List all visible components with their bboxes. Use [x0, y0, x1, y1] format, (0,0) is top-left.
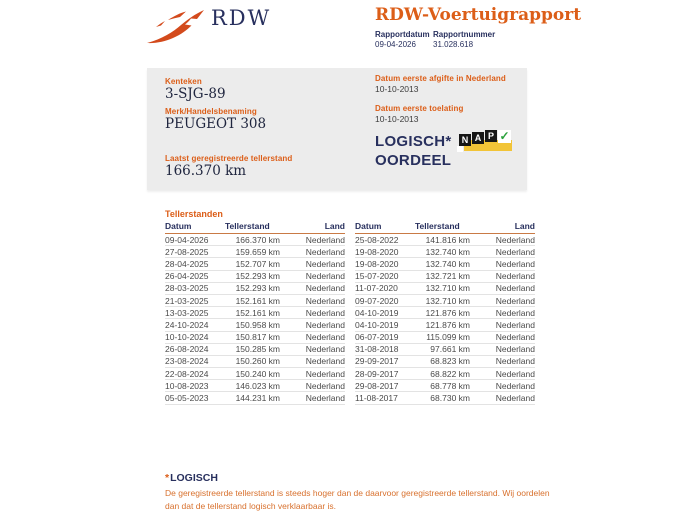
kenteken-value: 3-SJG-89 [165, 86, 226, 102]
row-tellerstand: 152.293 km [235, 271, 280, 282]
nap-letter-n: N [459, 134, 471, 146]
row-datum: 22-08-2024 [165, 368, 209, 379]
row-tellerstand: 150.285 km [235, 344, 280, 355]
row-tellerstand: 68.822 km [430, 368, 470, 379]
row-land: Nederland [305, 344, 345, 355]
row-tellerstand: 150.958 km [235, 319, 280, 330]
nap-white-chip [457, 146, 463, 152]
row-land: Nederland [495, 332, 535, 343]
row-tellerstand: 68.778 km [430, 380, 470, 391]
table-row [355, 344, 535, 356]
row-land: Nederland [495, 271, 535, 282]
row-datum: 06-07-2019 [355, 332, 399, 343]
col-header-land: Land [324, 221, 345, 231]
table-header-row [355, 221, 535, 234]
merk-value: PEUGEOT 308 [165, 116, 267, 132]
row-datum: 10-10-2024 [165, 332, 209, 343]
row-datum: 10-08-2023 [165, 380, 209, 391]
table-row [165, 356, 345, 368]
table-header-row [165, 221, 345, 234]
nap-logo-icon [457, 130, 515, 154]
eerste-afgifte-label: Datum eerste afgifte in Nederland [375, 74, 506, 83]
row-land: Nederland [495, 307, 535, 318]
table-row [355, 234, 535, 246]
col-header-tellerstand: Tellerstand [225, 221, 270, 231]
row-datum: 29-08-2017 [355, 380, 399, 391]
rdw-wordmark: RDW [211, 6, 272, 30]
row-land: Nederland [495, 234, 535, 245]
row-land: Nederland [305, 380, 345, 391]
row-datum: 15-07-2020 [355, 271, 399, 282]
row-datum: 26-04-2025 [165, 271, 209, 282]
table-row [355, 246, 535, 258]
row-land: Nederland [305, 234, 345, 245]
row-land: Nederland [495, 356, 535, 367]
table-row [355, 368, 535, 380]
table-row [165, 258, 345, 270]
table-row [165, 234, 345, 246]
table-row [165, 392, 345, 404]
row-datum: 04-10-2019 [355, 307, 399, 318]
table-row [165, 332, 345, 344]
table-row [355, 307, 535, 319]
table-row [165, 344, 345, 356]
row-datum: 21-03-2025 [165, 295, 209, 306]
row-tellerstand: 97.661 km [430, 344, 470, 355]
footnote-text: De geregistreerde tellerstand is steeds hoger dan de daarvoor geregistreerde tellerstand. Wij oordelen dan dat de tellerstand logisch verklaarbaar is. [165, 488, 550, 511]
row-tellerstand: 152.707 km [235, 258, 280, 269]
kenteken-label: Kenteken [165, 77, 202, 86]
row-tellerstand: 132.721 km [425, 271, 470, 282]
oordeel-line2: OORDEEL [375, 152, 452, 169]
row-tellerstand: 121.876 km [425, 319, 470, 330]
row-land: Nederland [305, 283, 345, 294]
row-land: Nederland [495, 380, 535, 391]
row-tellerstand: 150.817 km [235, 332, 280, 343]
row-tellerstand: 132.710 km [425, 295, 470, 306]
row-land: Nederland [305, 295, 345, 306]
row-datum: 19-08-2020 [355, 246, 399, 257]
row-land: Nederland [305, 356, 345, 367]
page-title: RDW-Voertuigrapport [375, 5, 582, 25]
rdw-wing-icon [146, 7, 206, 47]
table-row [355, 258, 535, 270]
row-datum: 11-08-2017 [355, 393, 398, 404]
eerste-toelating-value: 10-10-2013 [375, 114, 419, 124]
row-datum: 29-09-2017 [355, 356, 399, 367]
row-tellerstand: 159.659 km [235, 246, 280, 257]
report-date-value: 09-04-2026 [375, 40, 416, 49]
row-land: Nederland [495, 368, 535, 379]
tellerstanden-table-right [355, 221, 535, 405]
row-tellerstand: 141.816 km [425, 234, 470, 245]
table-row [355, 356, 535, 368]
row-land: Nederland [305, 332, 345, 343]
report-number-label: Rapportnummer [433, 30, 496, 39]
row-land: Nederland [495, 319, 535, 330]
row-datum: 31-08-2018 [355, 344, 399, 355]
row-tellerstand: 150.260 km [235, 356, 280, 367]
table-row [355, 380, 535, 392]
row-land: Nederland [495, 344, 535, 355]
table-row [355, 332, 535, 344]
row-datum: 09-04-2026 [165, 234, 209, 245]
nap-check-icon: ✓ [499, 129, 510, 143]
footnote-title: LOGISCH [170, 472, 218, 484]
row-tellerstand: 152.161 km [235, 307, 280, 318]
row-tellerstand: 166.370 km [235, 234, 280, 245]
row-datum: 04-10-2019 [355, 319, 399, 330]
row-land: Nederland [495, 246, 535, 257]
row-datum: 27-08-2025 [165, 246, 209, 257]
merk-label: Merk/Handelsbenaming [165, 107, 257, 116]
laatste-tellerstand-label: Laatst geregistreerde tellerstand [165, 154, 293, 163]
row-land: Nederland [495, 258, 535, 269]
row-datum: 28-09-2017 [355, 368, 399, 379]
row-datum: 24-10-2024 [165, 319, 209, 330]
laatste-tellerstand-value: 166.370 km [165, 163, 247, 179]
tellerstanden-title: Tellerstanden [165, 209, 223, 219]
col-header-datum: Datum [165, 221, 192, 231]
row-datum: 05-05-2023 [165, 393, 209, 404]
row-land: Nederland [305, 307, 345, 318]
table-row [165, 295, 345, 307]
table-row [165, 307, 345, 319]
row-land: Nederland [495, 295, 535, 306]
tellerstanden-table-left [165, 221, 345, 405]
col-header-tellerstand: Tellerstand [415, 221, 460, 231]
row-datum: 28-04-2025 [165, 258, 209, 269]
col-header-datum: Datum [355, 221, 382, 231]
col-header-land: Land [514, 221, 535, 231]
table-row [165, 283, 345, 295]
table-row [165, 380, 345, 392]
row-datum: 11-07-2020 [355, 283, 398, 294]
table-row [355, 271, 535, 283]
row-land: Nederland [495, 283, 535, 294]
row-land: Nederland [305, 319, 345, 330]
row-tellerstand: 146.023 km [235, 380, 280, 391]
row-land: Nederland [305, 258, 345, 269]
row-datum: 26-08-2024 [165, 344, 209, 355]
row-datum: 13-03-2025 [165, 307, 209, 318]
table-row [165, 368, 345, 380]
report-number-value: 31.028.618 [433, 40, 474, 49]
row-datum: 09-07-2020 [355, 295, 399, 306]
table-row [355, 283, 535, 295]
row-land: Nederland [495, 393, 535, 404]
report-date-label: Rapportdatum [375, 30, 430, 39]
row-land: Nederland [305, 368, 345, 379]
row-datum: 25-08-2022 [355, 234, 399, 245]
table-row [165, 246, 345, 258]
table-row [355, 319, 535, 331]
footnote-asterisk: * [165, 472, 170, 484]
nap-letter-a: A [472, 132, 484, 144]
table-row [165, 319, 345, 331]
row-tellerstand: 132.740 km [425, 246, 470, 257]
row-tellerstand: 132.710 km [425, 283, 470, 294]
row-datum: 23-08-2024 [165, 356, 209, 367]
row-tellerstand: 152.161 km [235, 295, 280, 306]
row-tellerstand: 68.823 km [430, 356, 470, 367]
row-land: Nederland [305, 246, 345, 257]
row-datum: 28-03-2025 [165, 283, 209, 294]
row-tellerstand: 121.876 km [425, 307, 470, 318]
footnote-heading [165, 472, 565, 484]
table-row [355, 392, 535, 404]
row-tellerstand: 115.099 km [426, 332, 470, 343]
row-tellerstand: 144.231 km [235, 393, 280, 404]
row-land: Nederland [305, 393, 345, 404]
row-tellerstand: 150.240 km [235, 368, 280, 379]
nap-letter-p: P [485, 130, 497, 142]
eerste-afgifte-value: 10-10-2013 [375, 84, 419, 94]
row-land: Nederland [305, 271, 345, 282]
oordeel-verdict [375, 132, 452, 170]
oordeel-line1: LOGISCH* [375, 133, 452, 150]
row-tellerstand: 68.730 km [430, 393, 470, 404]
vehicle-summary-panel [147, 68, 527, 190]
table-row [355, 295, 535, 307]
table-row [165, 271, 345, 283]
logisch-footnote [165, 472, 565, 513]
row-tellerstand: 152.293 km [235, 283, 280, 294]
row-datum: 19-08-2020 [355, 258, 399, 269]
eerste-toelating-label: Datum eerste toelating [375, 104, 464, 113]
row-tellerstand: 132.740 km [425, 258, 470, 269]
